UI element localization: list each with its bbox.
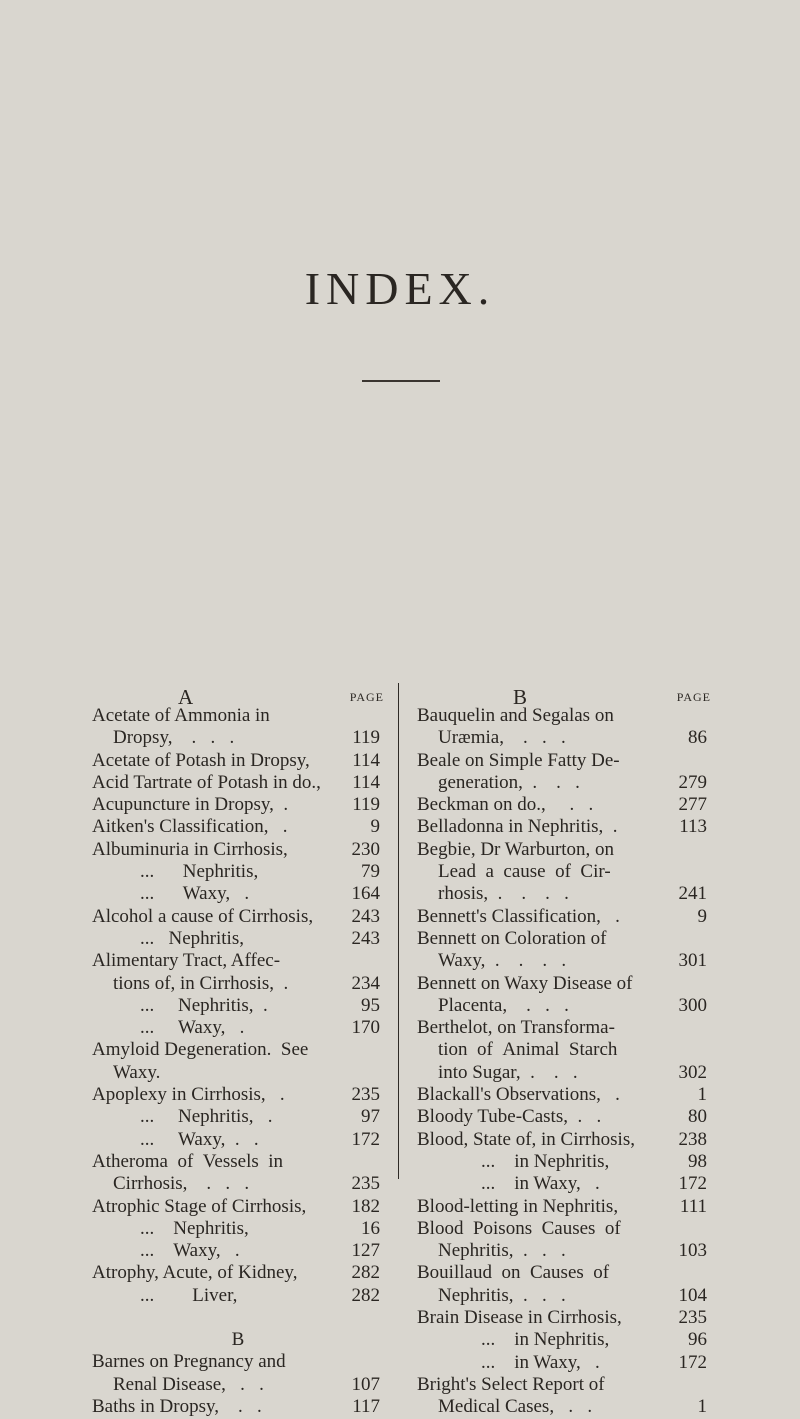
entry-text: Blackall's Observations, . [417, 1084, 620, 1106]
column-divider [398, 683, 399, 1179]
entry-text: Baths in Dropsy, . . [92, 1395, 262, 1417]
entry-page-number: 241 [678, 883, 707, 905]
entry-page-number: 9 [370, 816, 380, 838]
index-entry [417, 1106, 711, 1128]
index-column-right [417, 685, 711, 1419]
entry-page-number: 117 [352, 1395, 380, 1417]
index-entry [417, 1129, 711, 1151]
entry-text: ... Waxy, . [140, 883, 250, 905]
index-entry [92, 1262, 384, 1284]
entry-text: Belladonna in Nephritis, . [417, 816, 618, 838]
index-entry [92, 816, 384, 838]
entry-text: Nephritis, . . . [438, 1240, 566, 1262]
entry-text: Aitken's Classification, . [92, 816, 288, 838]
index-entry [417, 906, 711, 928]
entry-page-number: 86 [688, 727, 707, 749]
index-entry [92, 1017, 384, 1039]
index-entry [92, 1240, 384, 1262]
entry-text: ... Nephritis, [140, 861, 259, 883]
index-entry [417, 1173, 711, 1195]
index-entry [92, 1151, 384, 1173]
index-entry [417, 794, 711, 816]
entry-page-number: 1 [697, 1396, 707, 1418]
index-entry [417, 883, 711, 905]
entry-page-number: 103 [678, 1240, 707, 1262]
index-entry [92, 1196, 384, 1218]
index-entry [417, 1017, 711, 1039]
entry-text: Beale on Simple Fatty De- [417, 749, 620, 771]
entry-text: Acetate of Potash in Dropsy, [92, 749, 310, 771]
index-entry [417, 772, 711, 794]
index-entry [417, 1240, 711, 1262]
entry-text: ... Nephritis, [140, 927, 244, 949]
entry-text: Barnes on Pregnancy and [92, 1351, 286, 1373]
index-entry [92, 906, 384, 928]
entry-text: Albuminuria in Cirrhosis, [92, 838, 288, 860]
index-entry [92, 861, 384, 883]
entry-page-number: 79 [361, 861, 380, 883]
entry-text: generation, . . . [438, 771, 580, 793]
entry-page-number: 114 [352, 749, 380, 771]
entry-text: Bennett on Coloration of [417, 927, 607, 949]
page-title: INDEX. [304, 263, 496, 314]
entry-text: Medical Cases, . . [438, 1396, 593, 1418]
index-entries [417, 705, 711, 1419]
entry-page-number: 172 [351, 1128, 380, 1150]
entry-page-number: 235 [351, 1084, 380, 1106]
entry-page-number: 172 [678, 1351, 707, 1373]
index-entry [417, 1196, 711, 1218]
page-column-label: PAGE [349, 690, 384, 704]
entry-text: Nephritis, . . . [438, 1284, 566, 1306]
entry-page-number: 96 [688, 1329, 707, 1351]
index-entry [417, 928, 711, 950]
entry-page-number: 127 [351, 1240, 380, 1262]
entry-text: ... in Waxy, . [481, 1351, 600, 1373]
entry-page-number: 235 [351, 1173, 380, 1195]
entry-text: Cirrhosis, . . . [113, 1173, 250, 1195]
entry-text: Waxy. [113, 1061, 161, 1083]
index-entry [92, 839, 384, 861]
entry-text: Atheroma of Vessels in [92, 1150, 284, 1172]
entry-page-number: 113 [679, 816, 707, 838]
index-entry [92, 1173, 384, 1195]
entry-text: tion of Animal Starch [438, 1039, 618, 1061]
entry-page-number: 98 [688, 1150, 707, 1172]
entry-page-number: 301 [678, 950, 707, 972]
index-entry [92, 1374, 384, 1396]
index-entry [92, 950, 384, 972]
entry-page-number: 300 [678, 994, 707, 1016]
index-entry [92, 1129, 384, 1151]
index-entry [417, 1039, 711, 1061]
entry-text: Blood-letting in Nephritis, [417, 1195, 619, 1217]
index-entry [417, 750, 711, 772]
entry-text: Begbie, Dr Warburton, on [417, 838, 615, 860]
entry-page-number: 104 [678, 1284, 707, 1306]
index-entry [92, 1218, 384, 1240]
entry-text: Acupuncture in Dropsy, . [92, 794, 289, 816]
index-entry [417, 1307, 711, 1329]
entry-text: Berthelot, on Transforma- [417, 1017, 615, 1039]
entry-page-number: 119 [352, 794, 380, 816]
entry-text: ... Waxy, . [140, 1240, 240, 1262]
index-entry [92, 727, 384, 749]
entry-text: into Sugar, . . . [438, 1061, 578, 1083]
entry-text: tions of, in Cirrhosis, . [113, 972, 289, 994]
entry-page-number: 164 [351, 883, 380, 905]
entry-text: rhosis, . . . . [438, 883, 569, 905]
entry-text: Acetate of Ammonia in [92, 705, 270, 726]
entry-text: ... Nephritis, . [140, 1106, 273, 1128]
entry-text: Bloody Tube-Casts, . . [417, 1106, 602, 1128]
index-entry [417, 995, 711, 1017]
index-entry [417, 1374, 711, 1396]
index-entry [92, 794, 384, 816]
index-entry [417, 1352, 711, 1374]
entry-text: Bouillaud on Causes of [417, 1262, 610, 1284]
index-entry [92, 772, 384, 794]
entry-text: Bennett's Classification, . [417, 905, 620, 927]
section-letter: B [513, 685, 528, 709]
index-entry [92, 1062, 384, 1084]
index-entry [417, 973, 711, 995]
entry-page-number: 182 [351, 1195, 380, 1217]
index-entry [92, 928, 384, 950]
index-entry [417, 816, 711, 838]
entry-page-number: 277 [678, 794, 707, 816]
index-entry [417, 1151, 711, 1173]
entry-text: B [231, 1329, 245, 1351]
index-entry [92, 1307, 384, 1329]
entry-text: Uræmia, . . . [438, 727, 566, 749]
entry-page-number: 234 [351, 972, 380, 994]
entry-text: Bright's Select Report of [417, 1373, 605, 1395]
section-letter [92, 1329, 384, 1351]
entry-text: ... Liver, [140, 1284, 238, 1306]
entry-page-number: 279 [678, 771, 707, 793]
section-letter: A [178, 685, 194, 709]
entry-page-number: 9 [697, 905, 707, 927]
entry-text: ... in Nephritis, [481, 1150, 610, 1172]
entry-text: ... Waxy, . [140, 1017, 245, 1039]
index-entry [417, 1062, 711, 1084]
entry-text: Renal Disease, . . [113, 1373, 264, 1395]
index-entry [417, 705, 711, 727]
entry-text: Atrophic Stage of Cirrhosis, [92, 1195, 307, 1217]
entry-page-number: 282 [351, 1262, 380, 1284]
entry-page-number: 238 [678, 1128, 707, 1150]
entry-page-number: 235 [678, 1307, 707, 1329]
entry-page-number: 1 [697, 1084, 707, 1106]
entry-text: ... Nephritis, . [140, 994, 268, 1016]
entry-text: Bennett on Waxy Disease of [417, 972, 633, 994]
entry-text: Atrophy, Acute, of Kidney, [92, 1262, 298, 1284]
index-entry [92, 995, 384, 1017]
entry-page-number: 95 [361, 994, 380, 1016]
index-entry [92, 973, 384, 995]
entry-text: Waxy, . . . . [438, 950, 567, 972]
index-entry [92, 1351, 384, 1373]
index-column-left [92, 685, 384, 1418]
entry-page-number: 282 [351, 1284, 380, 1306]
entry-text: Beckman on do., . . [417, 794, 594, 816]
entry-page-number: 243 [351, 927, 380, 949]
index-entry [92, 1396, 384, 1418]
entry-page-number: 172 [678, 1173, 707, 1195]
entry-page-number: 170 [351, 1017, 380, 1039]
index-entry [417, 861, 711, 883]
entry-page-number: 243 [351, 905, 380, 927]
entry-text: Placenta, . . . [438, 994, 569, 1016]
index-entry [92, 705, 384, 727]
index-entry [417, 1218, 711, 1240]
entry-page-number: 107 [351, 1373, 380, 1395]
entry-text: ... Waxy, . . [140, 1128, 259, 1150]
entry-text: ... in Waxy, . [481, 1173, 600, 1195]
index-entry [92, 750, 384, 772]
entry-page-number: 114 [352, 771, 380, 793]
index-entry [417, 1262, 711, 1284]
entry-page-number: 302 [678, 1061, 707, 1083]
title-rule [362, 380, 440, 382]
index-entry [417, 950, 711, 972]
entry-page-number: 16 [361, 1217, 380, 1239]
entry-text: Blood, State of, in Cirrhosis, [417, 1128, 635, 1150]
entry-page-number: 119 [352, 727, 380, 749]
entry-text: ... in Nephritis, [481, 1329, 610, 1351]
index-entry [417, 1396, 711, 1418]
index-entry [92, 1106, 384, 1128]
entry-text: Apoplexy in Cirrhosis, . [92, 1084, 285, 1106]
entry-text: Acid Tartrate of Potash in do., [92, 771, 321, 793]
index-entry [417, 1329, 711, 1351]
column-header [417, 685, 711, 709]
entry-page-number: 230 [351, 838, 380, 860]
entry-text: Brain Disease in Cirrhosis, [417, 1307, 622, 1329]
entry-text: Bauquelin and Segalas on [417, 705, 614, 726]
entry-text: Alimentary Tract, Affec- [92, 950, 281, 972]
index-entries [92, 705, 384, 1418]
entry-text: Dropsy, . . . [113, 727, 235, 749]
entry-text: Blood Poisons Causes of [417, 1217, 621, 1239]
column-header [92, 685, 384, 709]
entry-text: ... Nephritis, [140, 1217, 249, 1239]
page-column-label: PAGE [676, 690, 711, 704]
index-entry [417, 1084, 711, 1106]
index-entry [92, 1084, 384, 1106]
entry-text: Amyloid Degeneration. See [92, 1039, 309, 1061]
index-entry [92, 883, 384, 905]
index-entry [417, 727, 711, 749]
entry-page-number: 97 [361, 1106, 380, 1128]
entry-page-number: 111 [679, 1195, 707, 1217]
entry-text: Lead a cause of Cir- [438, 861, 611, 883]
entry-text: Alcohol a cause of Cirrhosis, [92, 905, 314, 927]
index-entry [417, 839, 711, 861]
index-entry [92, 1039, 384, 1061]
entry-page-number: 80 [688, 1106, 707, 1128]
